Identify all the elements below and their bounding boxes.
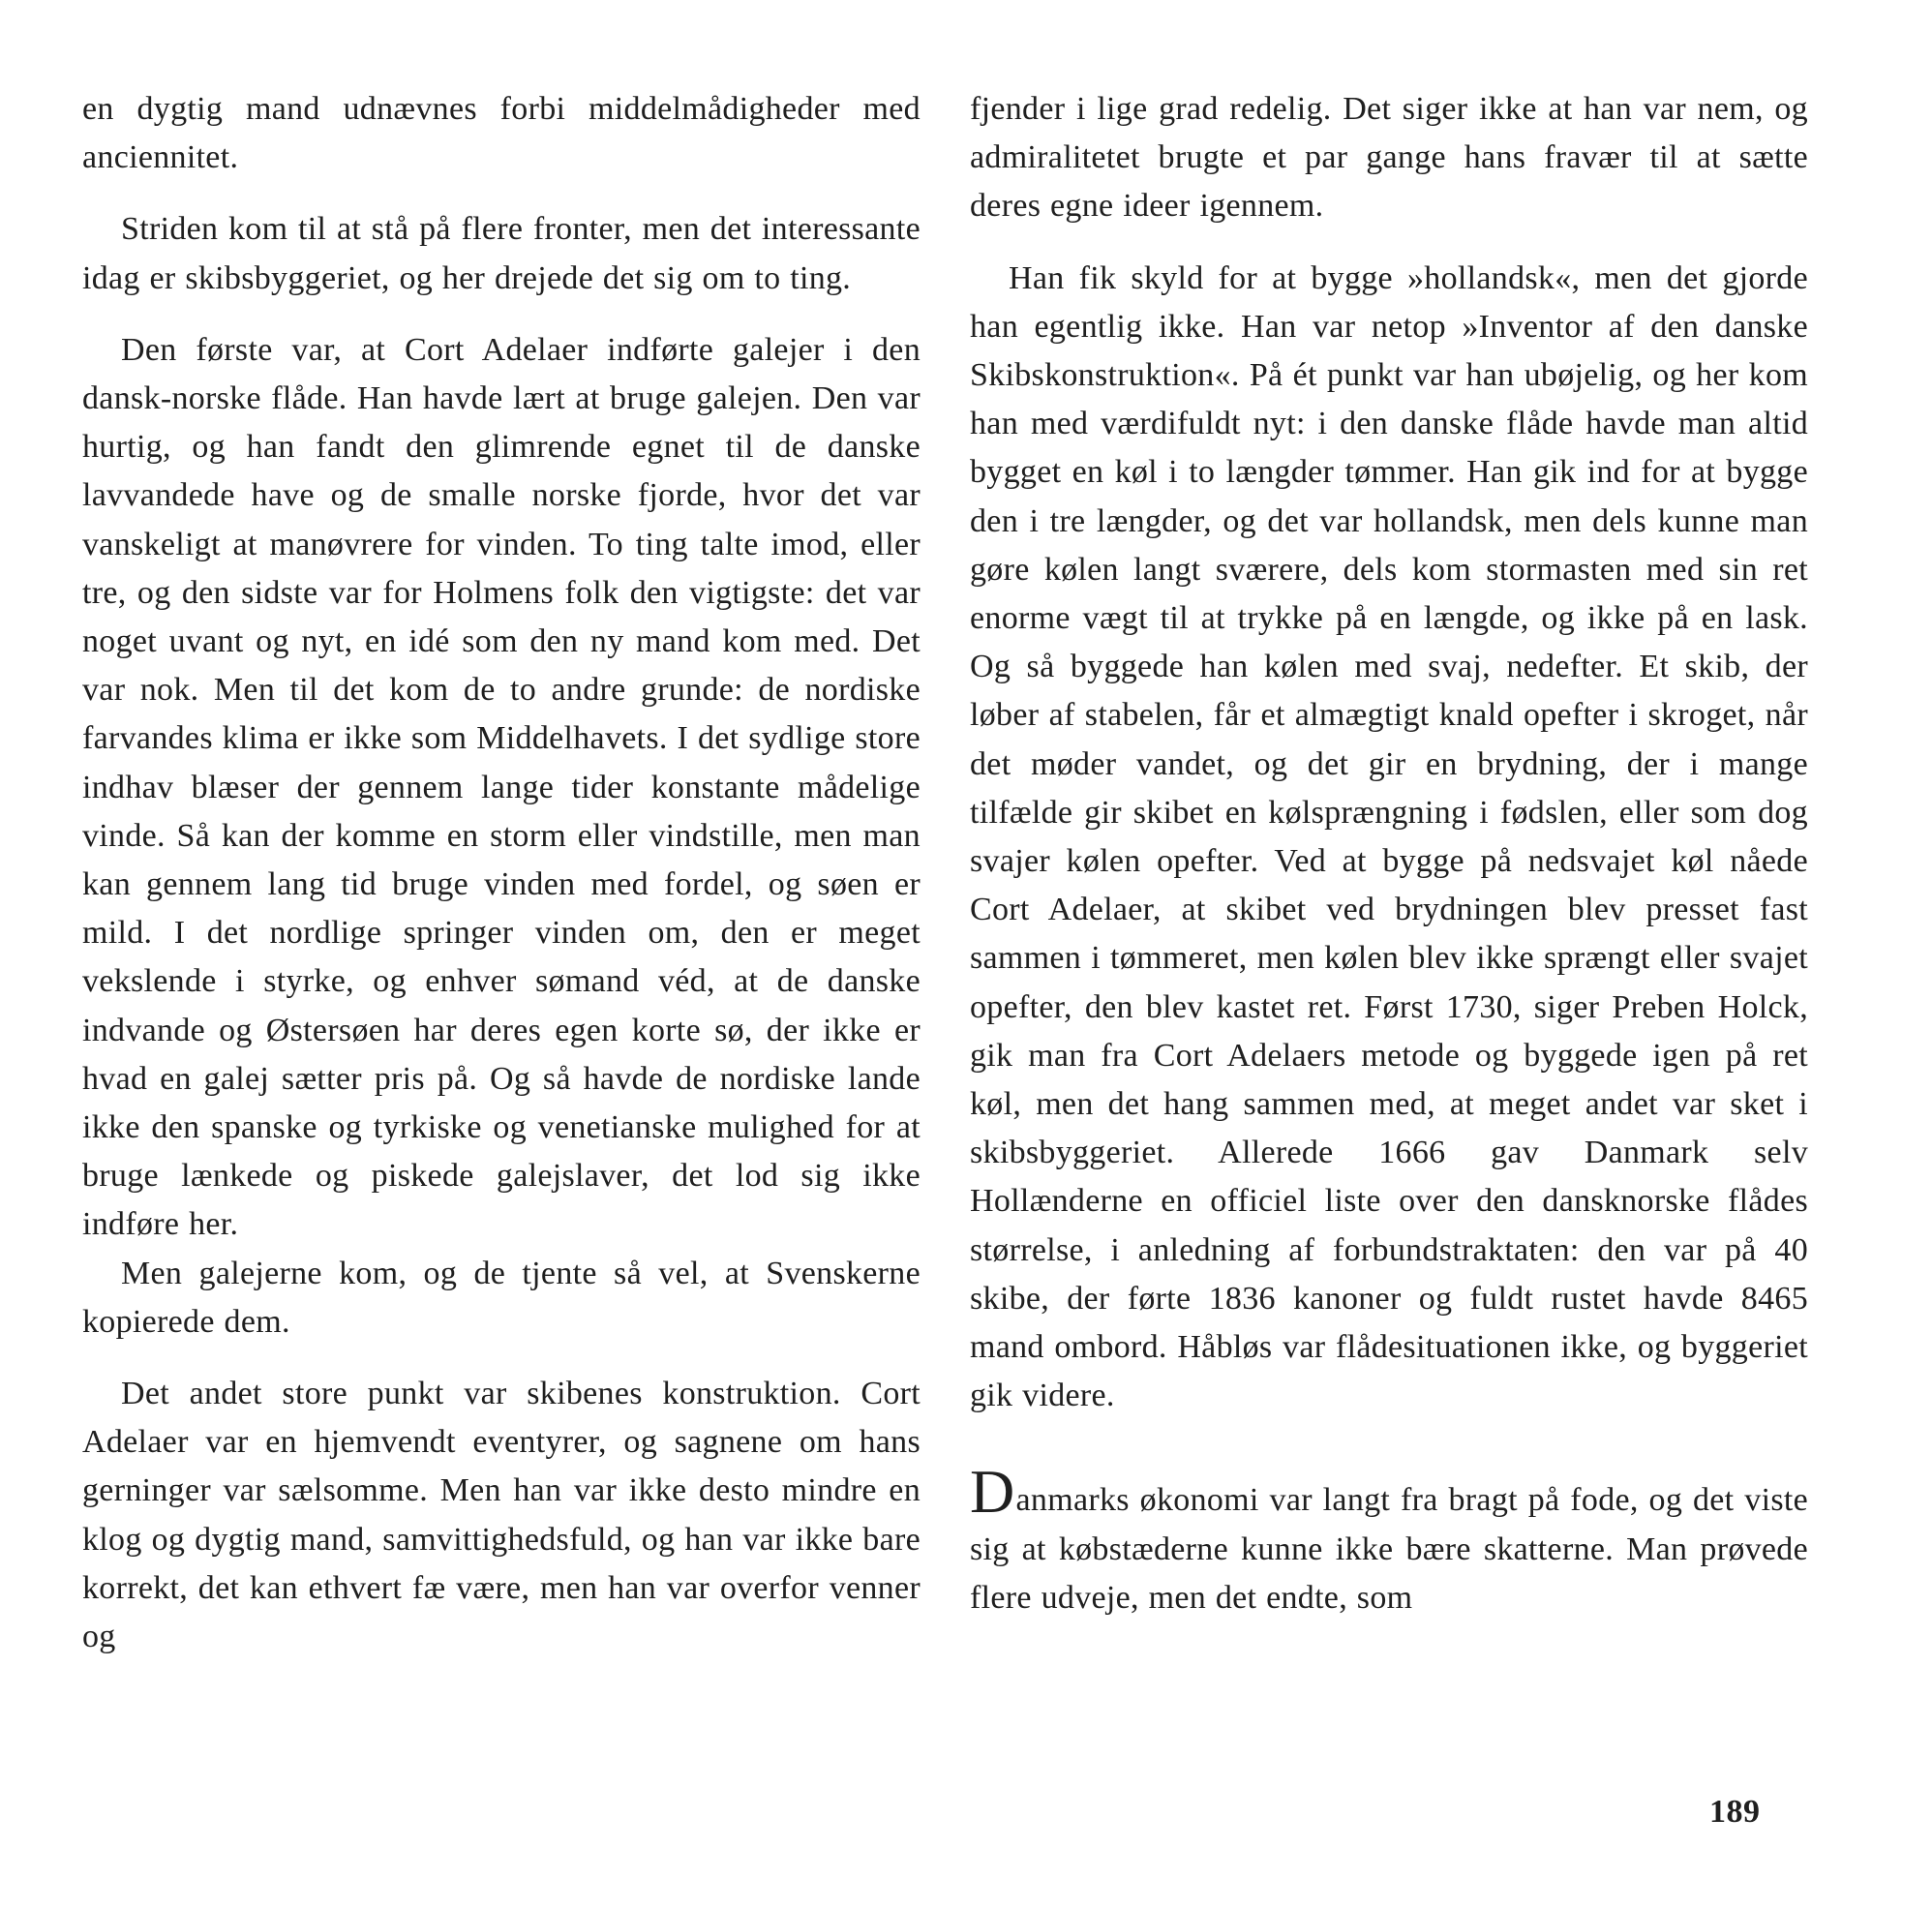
paragraph: fjender i lige grad redelig. Det siger ikke at han var nem, og admiralitetet brugte et par gange hans fravær til at sætte deres egne ideer igennem. (970, 91, 1808, 225)
right-column (970, 85, 1808, 1622)
paragraph: Det andet store punkt var skibenes konstruktion. Cort Adelaer var en hjemvendt eventyrer, og sagnene om hans gerninger var sælsomme. Men han var ikke desto mindre en klog og dygtig mand, samvittighedsfuld, og han var ikke bare korrekt, det kan ethvert fæ være, men han var overfor venner og (82, 1376, 921, 1655)
paragraph-text: anmarks økonomi var langt fra bragt på fode, og det viste sig at købstæderne kunne ikke bære skatterne. Man prøvede flere udveje, men det endte, som (970, 1482, 1808, 1616)
drop-cap-letter: D (970, 1457, 1015, 1527)
left-column (82, 85, 921, 1661)
paragraph: en dygtig mand udnævnes forbi middelmådigheder med anciennitet. (82, 91, 921, 176)
section-opening-paragraph (970, 1457, 1808, 1622)
paragraph: Han fik skyld for at bygge »hollandsk«, men det gjorde han egentlig ikke. Han var netop »Inventor af den danske Skibskonstruktion«. På ét punkt var han ubøjelig, og her kom han med værdifuldt nyt: i den danske flåde havde man altid bygget en køl i to længder tømmer. Han gik ind for at bygge den i tre længder, og det var hollandsk, men dels kunne man gøre kølen langt sværere, dels kom stormasten med sin ret enorme vægt til at trykke på en længde, og ikke på en lask. Og så byggede han kølen med svaj, nedefter. Et skib, der løber af stabelen, får et almægtigt knald opefter i skroget, når det møder vandet, og det gir en brydning, der i mange tilfælde gir skibet en kølsprængning i fødslen, eller som dog svajer kølen opefter. Ved at bygge på nedsvajet køl nåede Cort Adelaer, at skibet ved brydningen blev presset fast sammen i tømmeret, men kølen blev ikke sprængt eller svajet opefter, den blev kastet ret. Først 1730, siger Preben Holck, gik man fra Cort Adelaers metode og byggede igen på ret køl, men det hang sammen med, at meget andet var sket i skibsbyggeriet. Allerede 1666 gav Danmark selv Hollænderne en officiel liste over den dansknorske flådes størrelse, i anledning af forbundstraktaten: den var på 40 skibe, der førte 1836 kanoner og fuldt rustet havde 8465 mand ombord. Håbløs var flådesituationen ikke, og byggeriet gik videre. (970, 259, 1808, 1414)
page-number: 189 (1709, 1794, 1761, 1830)
paragraph: Den første var, at Cort Adelaer indførte galejer i den dansk-norske flåde. Han havde lært at bruge galejen. Den var hurtig, og han fandt den glimrende egnet til de danske lavvandede have og de smalle norske fjorde, hvor det var vanskeligt at manøvrere for vinden. To ting talte imod, eller tre, og den sidste var for Holmens folk den vigtigste: det var noget uvant og nyt, en idé som den ny mand kom med. Det var nok. Men til det kom de to andre grunde: de nordiske farvandes klima er ikke som Middelhavets. I det sydlige store indhav blæser der gennem lange tider konstante mådelige vinde. Så kan der komme en storm eller vindstille, men man kan gennem lang tid bruge vinden med fordel, og søen er mild. I det nordlige springer vinden om, den er meget vekslende i styrke, og enhver sømand véd, at de danske indvande og Østersøen har deres egen korte sø, der ikke er hvad en galej sætter pris på. Og så havde de nordiske lande ikke den spanske og tyrkiske og venetianske mulighed for at bruge lænkede og piskede galejslaver, det lod sig ikke indføre her. (82, 331, 921, 1243)
paragraph: Striden kom til at stå på flere fronter, men det interessante idag er skibsbyggeriet, og her drejede det sig om to ting. (82, 211, 921, 296)
paragraph: Men galejerne kom, og de tjente så vel, at Svenskerne kopierede dem. (82, 1255, 921, 1340)
